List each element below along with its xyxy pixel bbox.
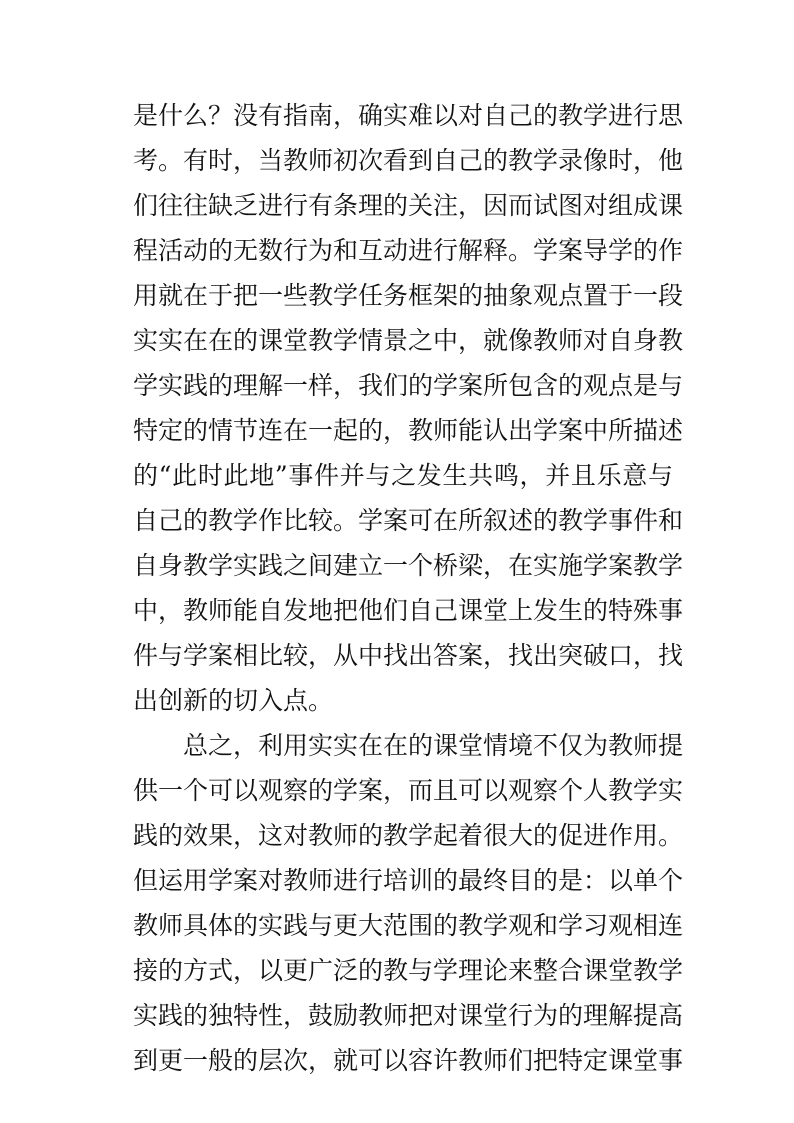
text-line: 是什么？没有指南，确实难以对自己的教学进行思 [133,101,684,130]
text-line: 践的效果，这对教师的教学起着很大的促进作用。 [133,821,684,850]
text-line: 的“此时此地”事件并与之发生共鸣，并且乐意与 [133,461,673,490]
text-line: 程活动的无数行为和互动进行解释。学案导学的作 [133,236,684,265]
text-line: 到更一般的层次，就可以容许教师们把特定课堂事 [133,1046,684,1075]
text-line: 供一个可以观察的学案，而且可以观察个人教学实 [133,776,684,805]
text-line: 自己的教学作比较。学案可在所叙述的教学事件和 [133,506,684,535]
text-line: 接的方式，以更广泛的教与学理论来整合课堂教学 [133,956,684,985]
text-line: 但运用学案对教师进行培训的最终目的是：以单个 [133,866,684,895]
text-line: 总之，利用实实在在的课堂情境不仅为教师提 [183,731,684,760]
text-line: 自身教学实践之间建立一个桥梁，在实施学案教学 [133,551,684,580]
text-line: 实践的独特性，鼓励教师把对课堂行为的理解提高 [133,1001,684,1030]
body-text [133,93,684,1083]
text-line: 教师具体的实践与更大范围的教学观和学习观相连 [133,911,684,940]
text-line: 们往往缺乏进行有条理的关注，因而试图对组成课 [133,191,684,220]
text-line: 件与学案相比较，从中找出答案，找出突破口，找 [133,641,684,670]
text-line: 特定的情节连在一起的，教师能认出学案中所描述 [133,416,684,445]
text-line: 实实在在的课堂教学情景之中，就像教师对自身教 [133,326,684,355]
text-line: 学实践的理解一样，我们的学案所包含的观点是与 [133,371,684,400]
text-line: 出创新的切入点。 [133,686,334,715]
text-line: 考。有时，当教师初次看到自己的教学录像时，他 [133,146,684,175]
text-line: 中，教师能自发地把他们自己课堂上发生的特殊事 [133,596,684,625]
text-line: 用就在于把一些教学任务框架的抽象观点置于一段 [133,281,684,310]
